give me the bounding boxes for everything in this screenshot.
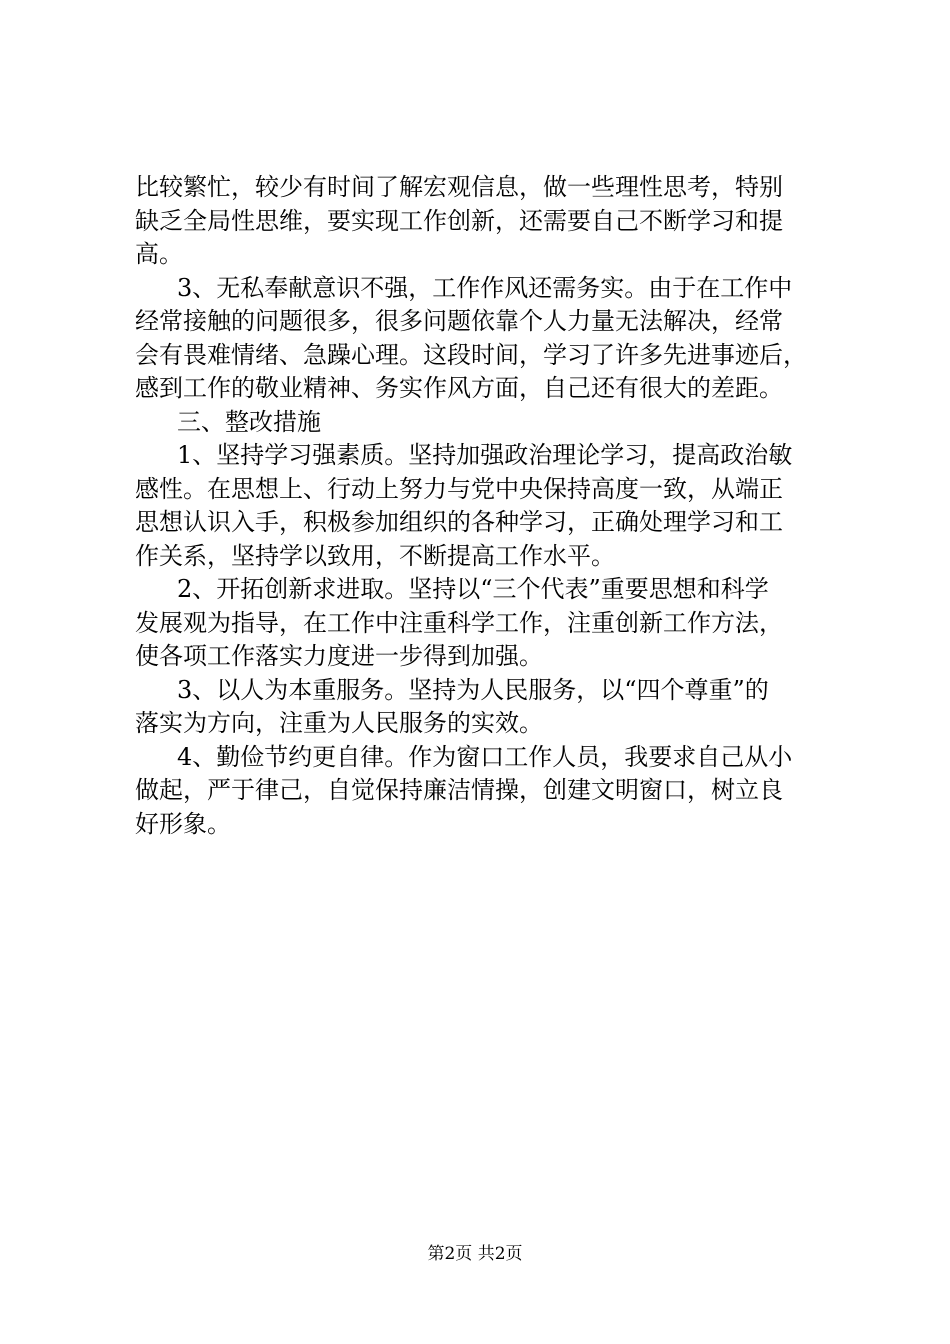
text-line: 缺乏全局性思维，要实现工作创新，还需要自己不断学习和提 bbox=[135, 206, 783, 235]
text-line: 经常接触的问题很多，很多问题依靠个人力量无法解决，经常 bbox=[135, 307, 783, 335]
text-line: 会有畏难情绪、急躁心理。这段时间，学习了许多先进事迹后， bbox=[135, 340, 807, 369]
paragraph-start-line: 3、以人为本重服务。坚持为人民服务，以“四个尊重”的 bbox=[177, 675, 769, 704]
text-line: 好形象。 bbox=[135, 809, 231, 838]
paragraph-start-line: 2、开拓创新求进取。坚持以“三个代表”重要思想和科学 bbox=[177, 575, 769, 603]
paragraph-start-line: 3、无私奉献意识不强，工作作风还需务实。由于在工作中 bbox=[177, 273, 793, 302]
text-line: 高。 bbox=[135, 240, 183, 268]
text-line: 使各项工作落实力度进一步得到加强。 bbox=[135, 642, 543, 670]
page-number-footer: 第2页 共2页 bbox=[427, 1244, 523, 1264]
text-line: 发展观为指导，在工作中注重科学工作，注重创新工作方法， bbox=[135, 608, 783, 637]
document-body bbox=[135, 171, 840, 841]
text-line: 落实为方向，注重为人民服务的实效。 bbox=[135, 709, 543, 737]
paragraph-start-line: 1、坚持学习强素质。坚持加强政治理论学习，提高政治敏 bbox=[177, 441, 793, 469]
text-line: 作关系，坚持学以致用，不断提高工作水平。 bbox=[135, 541, 615, 570]
text-line: 比较繁忙，较少有时间了解宏观信息，做一些理性思考，特别 bbox=[135, 173, 783, 201]
section-heading: 三、整改措施 bbox=[177, 407, 321, 436]
text-line: 感到工作的敬业精神、务实作风方面，自己还有很大的差距。 bbox=[135, 374, 783, 402]
text-line: 感性。在思想上、行动上努力与党中央保持高度一致，从端正 bbox=[135, 474, 783, 503]
paragraph-start-line: 4、勤俭节约更自律。作为窗口工作人员，我要求自己从小 bbox=[177, 742, 793, 771]
text-line: 思想认识入手，积极参加组织的各种学习，正确处理学习和工 bbox=[135, 508, 783, 536]
text-line: 做起，严于律己，自觉保持廉洁情操，创建文明窗口，树立良 bbox=[135, 776, 783, 804]
